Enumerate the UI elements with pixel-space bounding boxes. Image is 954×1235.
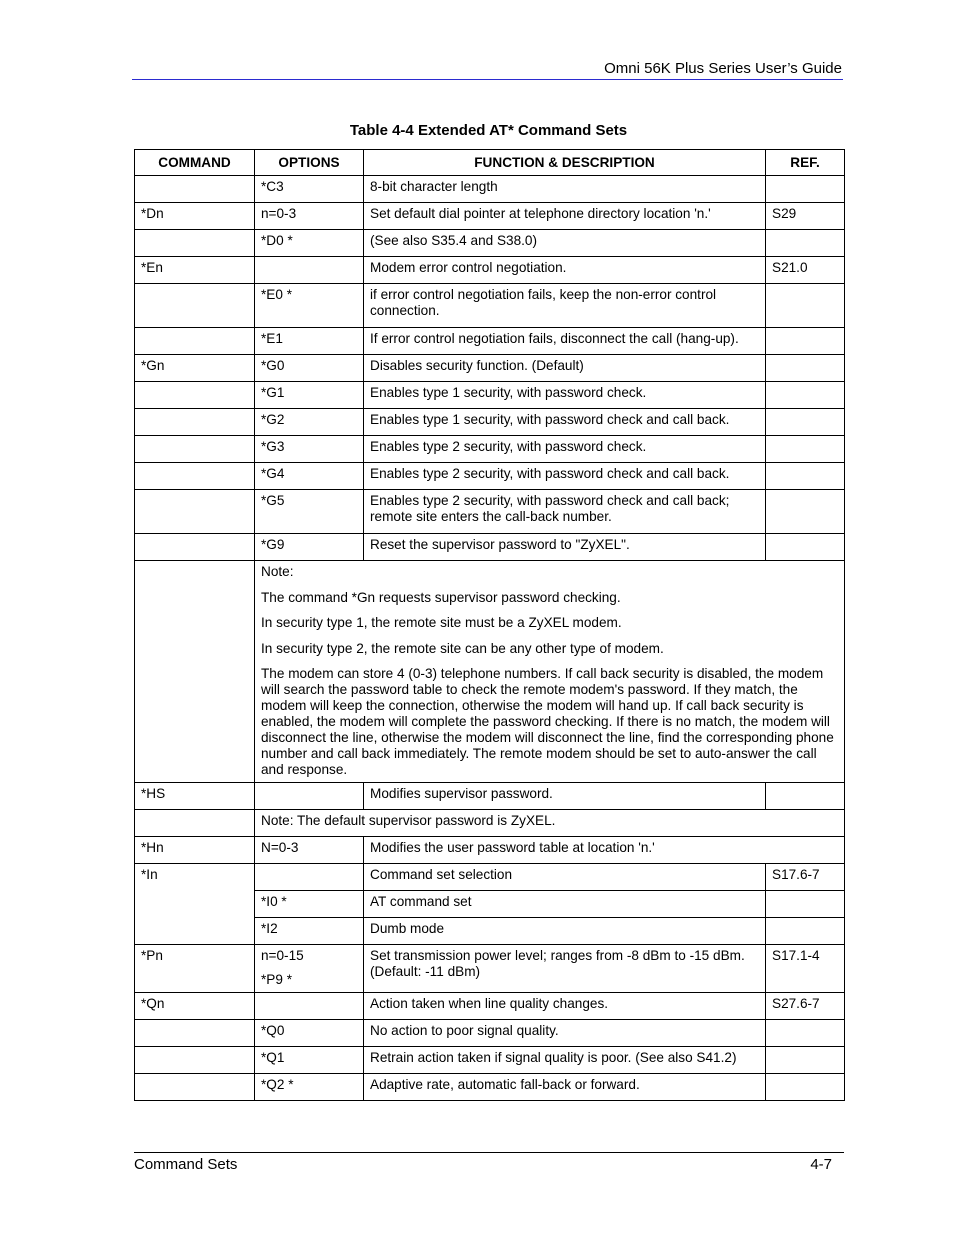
ref-cell: S21.0 [766, 257, 845, 284]
function-cell: If error control negotiation fails, disconnect the call (hang-up). [364, 328, 766, 355]
ref-cell [766, 534, 845, 561]
command-cell: *Dn [135, 203, 255, 230]
function-cell: Dumb mode [364, 918, 766, 945]
column-header: REF. [766, 150, 845, 176]
options-cell: *G1 [255, 382, 364, 409]
command-cell [135, 463, 255, 490]
function-cell: Enables type 1 security, with password check and call back. [364, 409, 766, 436]
options-cell: *G0 [255, 355, 364, 382]
ref-cell [766, 891, 845, 918]
function-cell: 8-bit character length [364, 176, 766, 203]
function-cell: Enables type 1 security, with password check. [364, 382, 766, 409]
options-cell: *Q2 * [255, 1074, 364, 1101]
options-cell: *I2 [255, 918, 364, 945]
command-cell [135, 1020, 255, 1047]
command-cell: *Gn [135, 355, 255, 382]
command-cell [135, 1074, 255, 1101]
note-paragraph: In security type 1, the remote site must be a ZyXEL modem. [261, 615, 622, 630]
ref-cell [766, 176, 845, 203]
table-row [135, 328, 845, 355]
function-cell: if error control negotiation fails, keep the non-error control connection. [364, 284, 766, 328]
table-row [135, 436, 845, 463]
options-cell: *Q1 [255, 1047, 364, 1074]
option-value: n=0-15 [261, 948, 304, 963]
table-row [135, 783, 845, 810]
function-cell: Action taken when line quality changes. [364, 993, 766, 1020]
ref-cell: S29 [766, 203, 845, 230]
ref-cell [766, 783, 845, 810]
note-row [135, 561, 845, 783]
ref-cell [766, 284, 845, 328]
command-cell [135, 436, 255, 463]
function-cell: Set default dial pointer at telephone directory location 'n.' [364, 203, 766, 230]
table-row [135, 176, 845, 203]
function-cell: Enables type 2 security, with password check and call back. [364, 463, 766, 490]
function-cell: Disables security function. (Default) [364, 355, 766, 382]
command-cell [135, 561, 255, 783]
ref-cell [766, 1020, 845, 1047]
command-cell [135, 176, 255, 203]
command-cell [135, 230, 255, 257]
footer-rule [134, 1152, 844, 1153]
options-cell: *E0 * [255, 284, 364, 328]
table-row [135, 837, 845, 864]
ref-cell [766, 436, 845, 463]
table-row [135, 945, 845, 993]
options-cell: n=0-3 [255, 203, 364, 230]
footer-section-title: Command Sets [134, 1156, 238, 1173]
options-cell [255, 945, 364, 993]
column-header: COMMAND [135, 150, 255, 176]
option-default: *P9 * [261, 972, 292, 987]
note-paragraph: In security type 2, the remote site can be any other type of modem. [261, 640, 664, 656]
function-cell: Modifies supervisor password. [364, 783, 766, 810]
command-cell [135, 810, 255, 837]
ref-cell [766, 463, 845, 490]
function-cell: Enables type 2 security, with password check and call back; remote site enters the call-back number. [364, 490, 766, 534]
table-row [135, 284, 845, 328]
ref-cell [766, 409, 845, 436]
ref-cell: S17.6-7 [766, 864, 845, 891]
command-cell: *In [135, 864, 255, 945]
table-row [135, 230, 845, 257]
function-cell: Modem error control negotiation. [364, 257, 766, 284]
options-cell: *G9 [255, 534, 364, 561]
ref-cell [766, 918, 845, 945]
options-cell: *D0 * [255, 230, 364, 257]
table-row [135, 993, 845, 1020]
function-cell: Retrain action taken if signal quality is poor. (See also S41.2) [364, 1047, 766, 1074]
security-note [255, 561, 845, 783]
ref-cell [766, 1074, 845, 1101]
options-cell: *E1 [255, 328, 364, 355]
options-cell [255, 257, 364, 284]
options-cell: *G3 [255, 436, 364, 463]
function-cell: AT command set [364, 891, 766, 918]
table-row [135, 534, 845, 561]
command-cell: *HS [135, 783, 255, 810]
function-cell: Adaptive rate, automatic fall-back or forward. [364, 1074, 766, 1101]
function-cell: No action to poor signal quality. [364, 1020, 766, 1047]
command-cell: *Hn [135, 837, 255, 864]
ref-cell: S27.6-7 [766, 993, 845, 1020]
function-cell: (See also S35.4 and S38.0) [364, 230, 766, 257]
column-header: OPTIONS [255, 150, 364, 176]
options-cell: *C3 [255, 176, 364, 203]
command-cell [135, 382, 255, 409]
table-row [135, 355, 845, 382]
table-row [135, 257, 845, 284]
function-cell: Set transmission power level; ranges from -8 dBm to -15 dBm. (Default: -11 dBm) [364, 945, 766, 993]
ref-cell [766, 490, 845, 534]
command-cell [135, 490, 255, 534]
command-cell [135, 1047, 255, 1074]
table-row [135, 864, 845, 891]
function-cell: Enables type 2 security, with password check. [364, 436, 766, 463]
command-cell: *En [135, 257, 255, 284]
command-cell [135, 409, 255, 436]
ref-cell: S17.1-4 [766, 945, 845, 993]
ref-cell [766, 1047, 845, 1074]
ref-cell [766, 328, 845, 355]
command-table [134, 149, 845, 1101]
command-cell [135, 328, 255, 355]
command-cell [135, 284, 255, 328]
table-row [135, 1074, 845, 1101]
ref-cell [766, 355, 845, 382]
options-cell [255, 783, 364, 810]
table-header-row [135, 150, 845, 176]
function-cell: Modifies the user password table at location 'n.' [364, 837, 845, 864]
function-cell: Command set selection [364, 864, 766, 891]
command-cell: *Pn [135, 945, 255, 993]
ref-cell [766, 382, 845, 409]
table-row [135, 382, 845, 409]
table-row [135, 463, 845, 490]
options-cell: *Q0 [255, 1020, 364, 1047]
page-number: 4-7 [810, 1156, 832, 1173]
function-cell: Reset the supervisor password to "ZyXEL". [364, 534, 766, 561]
table-row [135, 1047, 845, 1074]
note-paragraph: The command *Gn requests supervisor password checking. [261, 589, 621, 605]
table-row [135, 1020, 845, 1047]
ref-cell [766, 230, 845, 257]
table-row [135, 203, 845, 230]
options-cell: *G4 [255, 463, 364, 490]
options-cell: *G5 [255, 490, 364, 534]
options-cell [255, 864, 364, 891]
options-cell: N=0-3 [255, 837, 364, 864]
table-row [135, 490, 845, 534]
column-header: FUNCTION & DESCRIPTION [364, 150, 766, 176]
options-cell: *G2 [255, 409, 364, 436]
header-rule [132, 79, 843, 80]
command-cell: *Qn [135, 993, 255, 1020]
note-row [135, 810, 845, 837]
running-header-title: Omni 56K Plus Series User’s Guide [604, 60, 842, 77]
options-cell [255, 993, 364, 1020]
options-cell: *I0 * [255, 891, 364, 918]
default-password-note: Note: The default supervisor password is ZyXEL. [255, 810, 845, 837]
note-paragraph: The modem can store 4 (0-3) telephone numbers. If call back security is disabled, the modem will search the password table to check the remote modem's password. If they match, the modem will keep the connection, otherwise the modem will hand up. If call back security is enabled, the modem will complete the password checking. If there is no match, the modem will disconnect the line, otherwise the modem will disconnect the line, find the corresponding phone number and call back immediately. The remote modem should be set to auto-answer the call and response. [261, 666, 834, 777]
command-cell [135, 534, 255, 561]
table-row [135, 409, 845, 436]
note-label: Note: [261, 564, 294, 579]
table-caption: Table 4-4 Extended AT* Command Sets [349, 122, 628, 139]
